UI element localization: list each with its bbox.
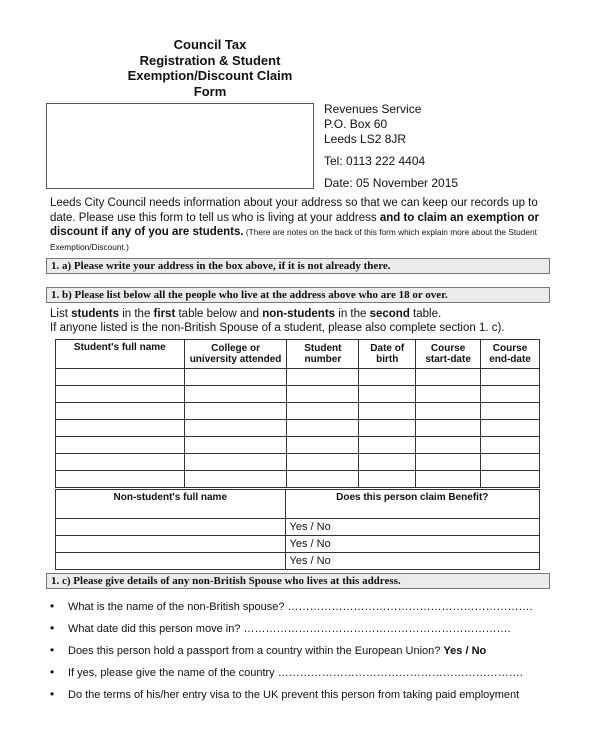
bullet-icon: • bbox=[50, 621, 55, 635]
end-date-cell[interactable] bbox=[481, 471, 540, 488]
intro-note: (There are notes on the back of this form which explain more about the Student Exemption/Discount.) bbox=[50, 227, 537, 252]
spouse-questions bbox=[50, 596, 533, 706]
list-item bbox=[50, 618, 533, 640]
council-contact bbox=[324, 102, 458, 191]
college-cell[interactable] bbox=[184, 437, 287, 454]
table-row bbox=[56, 454, 540, 471]
header-text: birth bbox=[376, 354, 399, 365]
end-date-cell[interactable] bbox=[481, 403, 540, 420]
list-instructions-line2: If anyone listed is the non-British Spouse of a student, please also complete section 1. c). bbox=[50, 322, 505, 334]
dob-cell[interactable] bbox=[359, 454, 416, 471]
students-table bbox=[55, 339, 540, 488]
table-row bbox=[56, 403, 540, 420]
text: table. bbox=[409, 308, 442, 320]
col-header-nonstudent-name: Non-student's full name bbox=[56, 490, 286, 519]
col-header-student-name bbox=[56, 340, 185, 369]
bullet-icon: • bbox=[50, 665, 55, 679]
list-item bbox=[50, 596, 533, 618]
start-date-cell[interactable] bbox=[416, 403, 481, 420]
header-text: Course bbox=[430, 342, 466, 354]
dob-cell[interactable] bbox=[359, 369, 416, 386]
start-date-cell[interactable] bbox=[416, 437, 481, 454]
col-header-end-date bbox=[481, 340, 540, 369]
start-date-cell[interactable] bbox=[416, 471, 481, 488]
end-date-cell[interactable] bbox=[481, 369, 540, 386]
student-number-cell[interactable] bbox=[287, 403, 359, 420]
question-visa-terms: Do the terms of his/her entry visa to the UK prevent this person from taking paid employment bbox=[68, 689, 520, 701]
table-row bbox=[56, 536, 540, 553]
contact-date: Date: 05 November 2015 bbox=[324, 176, 459, 190]
section-1a-heading: 1. a) Please write your address in the box above, if it is not already there. bbox=[46, 258, 550, 274]
header-text: Student bbox=[304, 342, 342, 354]
text: List bbox=[50, 308, 72, 320]
bullet-icon: • bbox=[50, 643, 55, 657]
contact-line: P.O. Box 60 bbox=[324, 117, 388, 131]
text-bold: first bbox=[153, 308, 176, 320]
table-row bbox=[56, 420, 540, 437]
list-item bbox=[50, 662, 533, 684]
list-instructions bbox=[50, 307, 505, 335]
contact-line: Revenues Service bbox=[324, 102, 422, 116]
col-header-start-date bbox=[416, 340, 481, 369]
student-name-cell[interactable] bbox=[56, 369, 185, 386]
table-row bbox=[56, 471, 540, 488]
college-cell[interactable] bbox=[184, 454, 287, 471]
section-1c-heading: 1. c) Please give details of any non-British Spouse who lives at this address. bbox=[46, 573, 550, 589]
list-item bbox=[50, 684, 533, 706]
title-line: Council Tax bbox=[173, 37, 247, 52]
nonstudent-name-cell[interactable] bbox=[56, 536, 286, 553]
student-number-cell[interactable] bbox=[287, 386, 359, 403]
text: table below and bbox=[175, 308, 263, 320]
col-header-college bbox=[184, 340, 287, 369]
end-date-cell[interactable] bbox=[481, 437, 540, 454]
question-eu-passport: Does this person hold a passport from a country within the European Union? bbox=[68, 645, 444, 657]
text-bold: non-students bbox=[262, 308, 336, 320]
end-date-cell[interactable] bbox=[481, 420, 540, 437]
bullet-icon: • bbox=[50, 687, 55, 701]
question-move-in-date[interactable]: What date did this person move in? ………………………………………………………………. bbox=[68, 623, 511, 635]
benefit-choice[interactable]: Yes / No bbox=[285, 536, 539, 553]
student-number-cell[interactable] bbox=[287, 454, 359, 471]
start-date-cell[interactable] bbox=[416, 369, 481, 386]
end-date-cell[interactable] bbox=[481, 386, 540, 403]
answer-separator: / bbox=[462, 645, 472, 657]
title-line: Form bbox=[193, 83, 227, 99]
end-date-cell[interactable] bbox=[481, 454, 540, 471]
form-title bbox=[80, 37, 340, 99]
answer-yes[interactable]: Yes bbox=[443, 645, 463, 657]
student-number-cell[interactable] bbox=[287, 420, 359, 437]
table-row bbox=[56, 553, 540, 570]
header-text: Student's full name bbox=[73, 342, 166, 353]
nonstudent-name-cell[interactable] bbox=[56, 553, 286, 570]
title-line: Registration & Student bbox=[139, 52, 281, 68]
start-date-cell[interactable] bbox=[416, 386, 481, 403]
non-students-table-header bbox=[56, 490, 540, 519]
student-name-cell[interactable] bbox=[56, 403, 185, 420]
text-bold: students bbox=[71, 308, 120, 320]
text: in the bbox=[119, 308, 154, 320]
header-text: university attended bbox=[189, 354, 282, 365]
student-name-cell[interactable] bbox=[56, 454, 185, 471]
list-item bbox=[50, 640, 533, 662]
nonstudent-name-cell[interactable] bbox=[56, 519, 286, 536]
college-cell[interactable] bbox=[184, 386, 287, 403]
header-text: Course bbox=[492, 342, 528, 354]
student-number-cell[interactable] bbox=[287, 437, 359, 454]
table-row bbox=[56, 386, 540, 403]
dob-cell[interactable] bbox=[359, 403, 416, 420]
bullet-icon: • bbox=[50, 599, 55, 613]
text: in the bbox=[335, 308, 370, 320]
benefit-choice[interactable]: Yes / No bbox=[285, 519, 539, 536]
student-number-cell[interactable] bbox=[287, 471, 359, 488]
list-instructions-line1 bbox=[50, 307, 505, 321]
header-text: number bbox=[304, 354, 342, 365]
non-students-table bbox=[55, 489, 540, 570]
student-name-cell[interactable] bbox=[56, 386, 185, 403]
students-table-header bbox=[56, 340, 540, 369]
table-row bbox=[56, 369, 540, 386]
header-text: end-date bbox=[489, 354, 531, 365]
col-header-student-number bbox=[287, 340, 359, 369]
address-box[interactable] bbox=[46, 103, 314, 189]
question-spouse-name[interactable]: What is the name of the non-British spouse? …………………………………………………………. bbox=[68, 601, 533, 613]
start-date-cell[interactable] bbox=[416, 420, 481, 437]
header-text: start-date bbox=[425, 354, 471, 365]
table-row bbox=[56, 437, 540, 454]
college-cell[interactable] bbox=[184, 471, 287, 488]
dob-cell[interactable] bbox=[359, 420, 416, 437]
question-country[interactable]: If yes, please give the name of the country …………………………………………………………. bbox=[68, 667, 523, 679]
header-text: Date of bbox=[370, 342, 405, 354]
start-date-cell[interactable] bbox=[416, 454, 481, 471]
table-row bbox=[56, 519, 540, 536]
answer-no[interactable]: No bbox=[471, 645, 487, 657]
benefit-choice[interactable]: Yes / No bbox=[285, 553, 539, 570]
header-text: College or bbox=[211, 342, 261, 354]
text-bold: second bbox=[369, 308, 410, 320]
contact-tel: Tel: 0113 222 4404 bbox=[324, 154, 426, 168]
col-header-dob bbox=[359, 340, 416, 369]
dob-cell[interactable] bbox=[359, 471, 416, 488]
contact-line: Leeds LS2 8JR bbox=[324, 132, 407, 146]
intro-bold: and to claim an exemption or discount if any of you are students. bbox=[50, 211, 539, 238]
college-cell[interactable] bbox=[184, 369, 287, 386]
dob-cell[interactable] bbox=[359, 386, 416, 403]
section-1b-heading: 1. b) Please list below all the people who live at the address above who are 18 or over. bbox=[46, 287, 550, 303]
college-cell[interactable] bbox=[184, 420, 287, 437]
student-name-cell[interactable] bbox=[56, 420, 185, 437]
student-name-cell[interactable] bbox=[56, 437, 185, 454]
student-number-cell[interactable] bbox=[287, 369, 359, 386]
intro-text: Leeds City Council needs information about your address so that we can keep our records up to date. Please use this form to tell us who is living at your address bbox=[50, 197, 538, 224]
dob-cell[interactable] bbox=[359, 437, 416, 454]
student-name-cell[interactable] bbox=[56, 471, 185, 488]
intro-paragraph bbox=[50, 196, 550, 254]
college-cell[interactable] bbox=[184, 403, 287, 420]
title-line: Exemption/Discount Claim bbox=[127, 68, 293, 83]
col-header-claim-benefit: Does this person claim Benefit? bbox=[285, 490, 539, 519]
